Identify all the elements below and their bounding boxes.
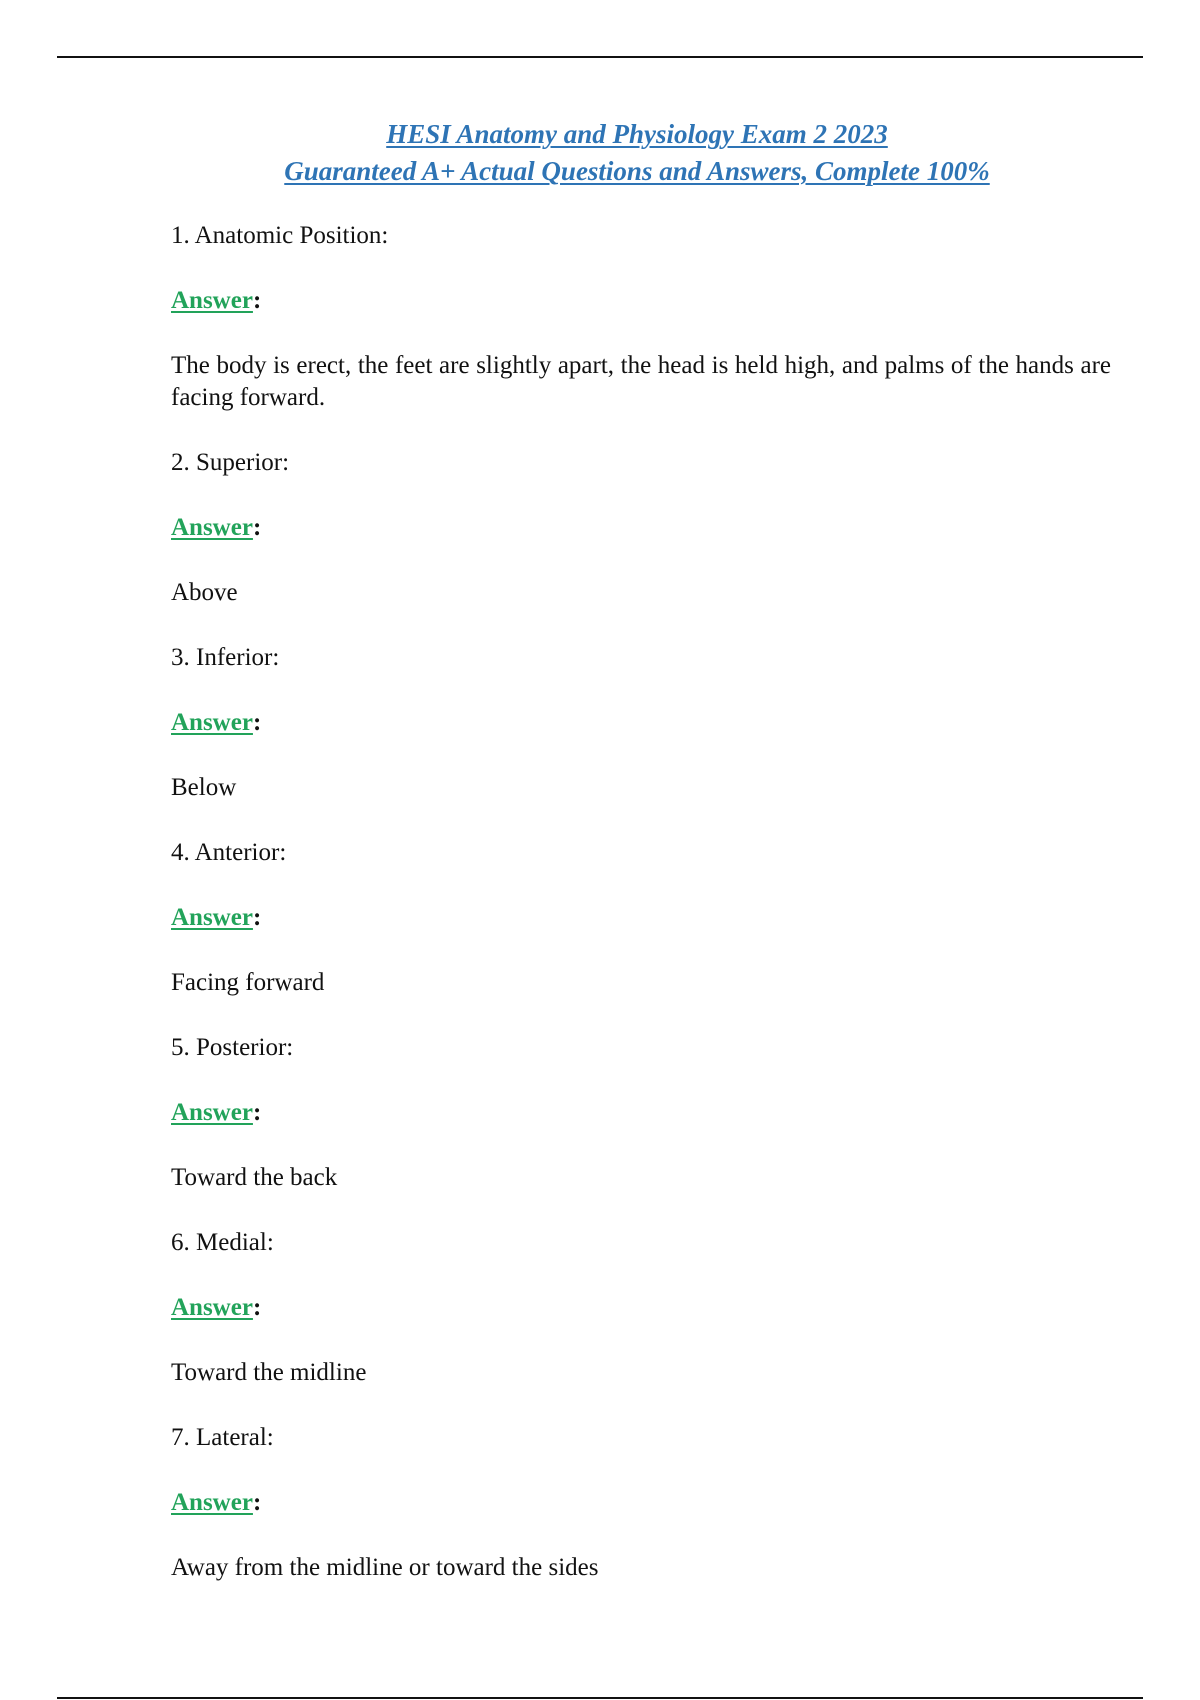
answer-colon: : — [252, 1489, 262, 1516]
question: 4. Anterior: — [171, 839, 287, 866]
answer-text: Away from the midline or toward the sides — [171, 1554, 599, 1581]
answer-word: Answer — [171, 1489, 253, 1516]
answer-text: Above — [171, 579, 238, 606]
question: 5. Posterior: — [171, 1034, 294, 1061]
top-rule — [57, 56, 1143, 58]
question: 6. Medial: — [171, 1229, 274, 1256]
answer-label — [171, 1097, 1111, 1129]
qa-item — [171, 220, 1111, 414]
question: 3. Inferior: — [171, 644, 280, 671]
answer-label — [171, 285, 1111, 317]
answer-text: Toward the back — [171, 1164, 338, 1191]
qa-item — [171, 1422, 1111, 1584]
answer-word: Answer — [171, 1294, 253, 1321]
bottom-rule — [57, 1697, 1143, 1699]
answer-colon: : — [252, 514, 262, 541]
answer-label — [171, 1292, 1111, 1324]
title-line-2: Guaranteed A+ Actual Questions and Answers, Complete 100% — [284, 156, 990, 186]
answer-word: Answer — [171, 287, 253, 314]
answer-colon: : — [252, 287, 262, 314]
qa-item — [171, 1032, 1111, 1194]
answer-label — [171, 512, 1111, 544]
answer-label — [171, 1487, 1111, 1519]
qa-list — [171, 220, 1111, 1584]
qa-item — [171, 1227, 1111, 1389]
answer-word: Answer — [171, 709, 253, 736]
answer-word: Answer — [171, 1099, 253, 1126]
qa-item — [171, 447, 1111, 609]
answer-text: Toward the midline — [171, 1359, 367, 1386]
document-title — [0, 116, 1200, 190]
answer-colon: : — [252, 709, 262, 736]
question: 2. Superior: — [171, 449, 290, 476]
question: 7. Lateral: — [171, 1424, 274, 1451]
qa-item — [171, 837, 1111, 999]
answer-text: Below — [171, 774, 237, 801]
answer-word: Answer — [171, 514, 253, 541]
answer-colon: : — [252, 1294, 262, 1321]
qa-item — [171, 642, 1111, 804]
answer-colon: : — [252, 1099, 262, 1126]
answer-word: Answer — [171, 904, 253, 931]
answer-colon: : — [252, 904, 262, 931]
title-line-1: HESI Anatomy and Physiology Exam 2 2023 — [386, 119, 888, 149]
answer-text: Facing forward — [171, 969, 325, 996]
answer-label — [171, 902, 1111, 934]
question: 1. Anatomic Position: — [171, 222, 389, 249]
answer-text: The body is erect, the feet are slightly apart, the head is held high, and palms of the hands are facing forward. — [171, 352, 1111, 411]
answer-label — [171, 707, 1111, 739]
